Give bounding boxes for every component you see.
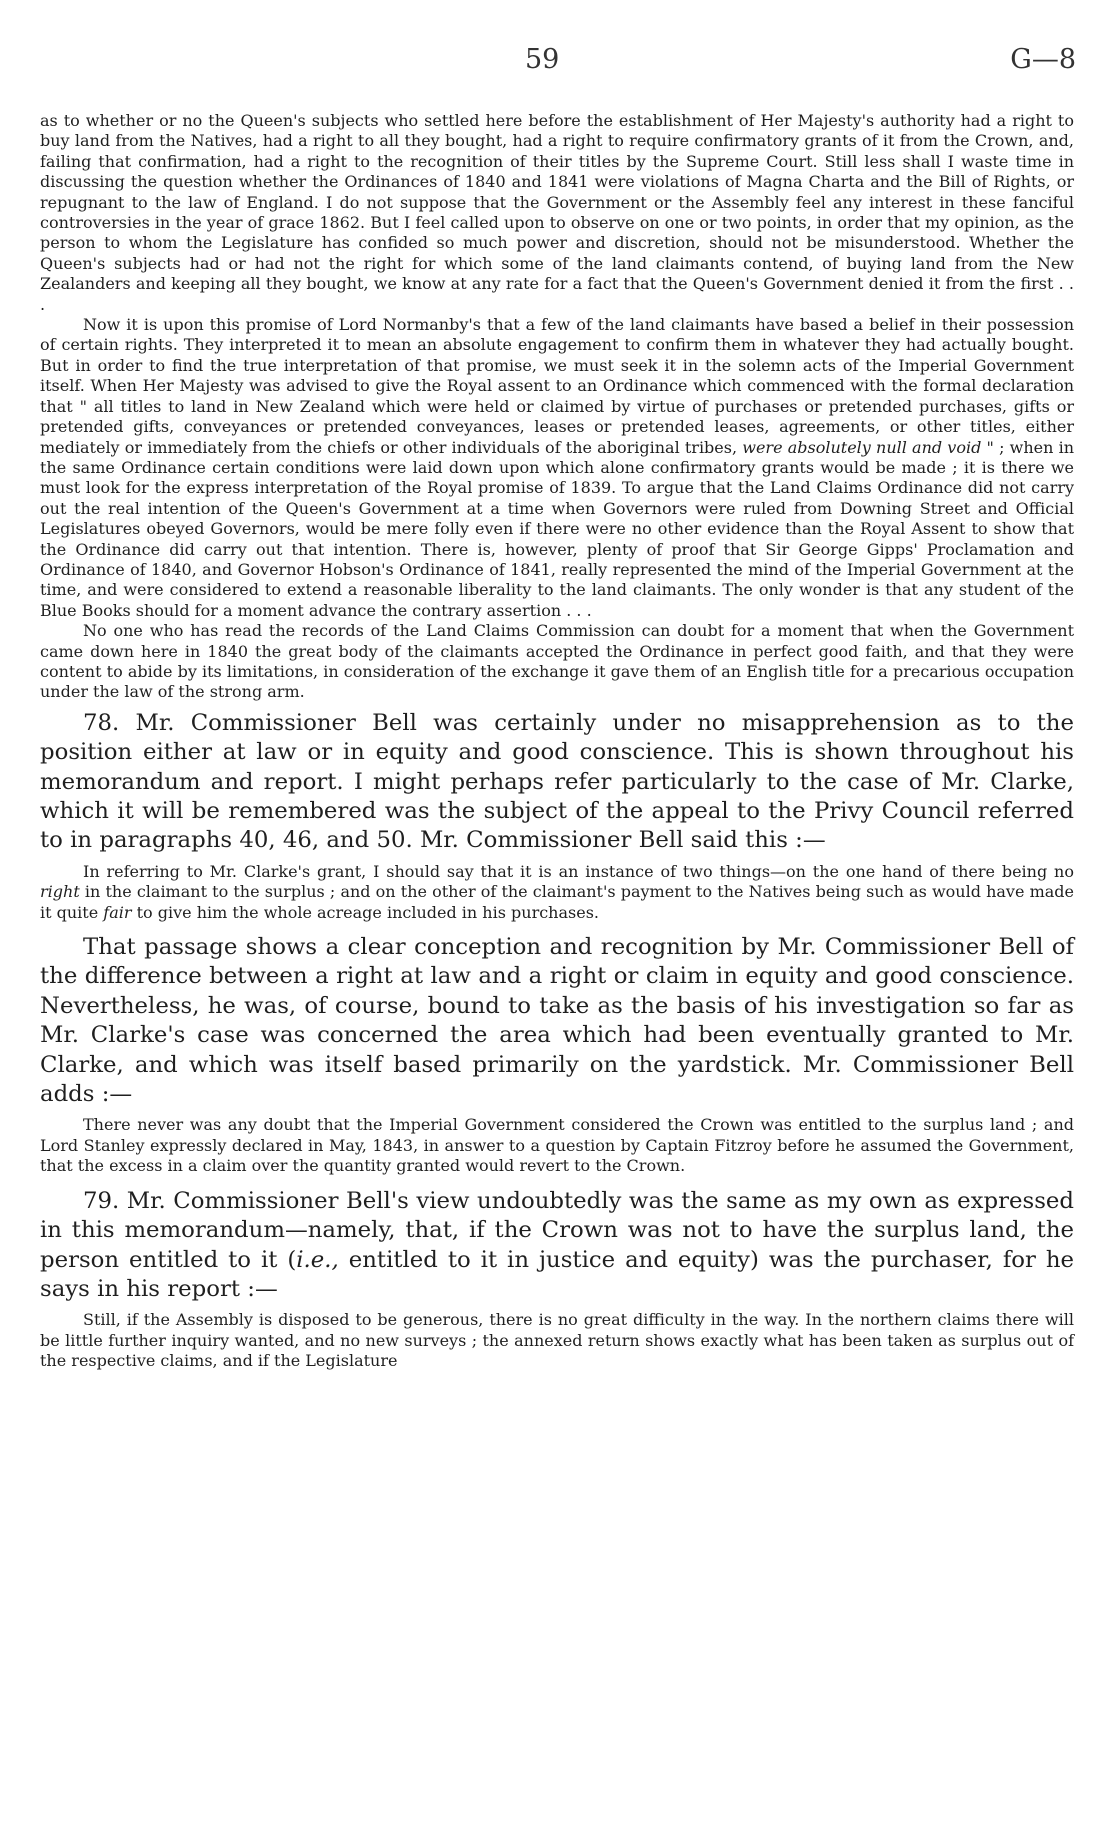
quote-text: in the claimant to the surplus ; and on the other of the claimant's payment to the Natives being such as would have made it quite (40, 882, 1075, 922)
paragraph-79 (40, 1187, 1074, 1305)
quoted-paragraph: as to whether or no the Queen's subjects who settled here before the establishment of Her Majesty's authority had a right to buy land from the Natives, had a right to all they bought, had a right to require confirmatory grants of it from the Crown, and, failing that confirmation, had a right to the recognition of their titles by the Supreme Court. Still less shall I waste time in discussing the question whether the Ordinances of 1840 and 1841 were violations of Magna Charta and the Bill of Rights, or repugnant to the law of England. I do not suppose that the Government or the Assembly feel any interest in these fanciful controversies in the year of grace 1862. But I feel called upon to observe on one or two points, in order that my opinion, as the person to whom the Legislature has confided so much power and discretion, should not be misunderstood. Whether the Queen's subjects had or had not the right for which some of the land claimants contend, of buying land from the New Zealanders and keeping all they bought, we know at any rate for a fact that the Queen's Government denied it from the first . . . (40, 111, 1074, 314)
quoted-paragraph: No one who has read the records of the Land Claims Commission can doubt for a moment that when the Government came down here in 1840 the great body of the claimants accepted the Ordinance in perfect good faith, and that they were content to abide by its limitations, in consideration of the exchange it gave them of an English title for a precarious occupation under the law of the strong arm. (40, 621, 1074, 702)
quote-text: to give him the whole acreage included in his purchases. (136, 902, 599, 922)
emphasis-text: right (40, 882, 80, 902)
page-number: 59 (525, 44, 560, 75)
document-reference: G—8 (1010, 44, 1076, 75)
quoted-paragraph: There never was any doubt that the Imperial Government considered the Crown was entitled to the surplus land ; and Lord Stanley expressly declared in May, 1843, in answer to a question by Captain Fitzroy before he assumed the Government, that the excess in a claim over the quantity granted would revert to the Crown. (40, 1115, 1074, 1176)
emphasis-text: i.e., (296, 1246, 339, 1273)
document-body (40, 111, 1074, 1372)
quote-text: Now it is upon this promise of Lord Normanby's that a few of the land claimants have based a belief in their possession of certain rights. They interpreted it to mean an absolute engagement to confirm them in whatever they had actually bought. But in order to find the true interpretation of that promise, we must seek it in the solemn acts of the Imperial Government itself. When Her Majesty was advised to give the Royal assent to an Ordinance which commenced with the formal declaration that " all titles to land in New Zealand which were held or claimed by virtue of purchases or pretended purchases, gifts or pretended gifts, conveyances or pretended conveyances, leases or pretended leases, agreements, or other titles, either mediately or immediately from the chiefs or other individuals of the aboriginal tribes, (40, 315, 1074, 457)
body-paragraph: That passage shows a clear conception and recognition by Mr. Commissioner Bell of the difference between a right at law and a right or claim in equity and good conscience. Nevertheless, he was, of course, bound to take as the basis of his investigation so far as Mr. Clarke's case was concerned the area which had been eventually granted to Mr. Clarke, and which was itself based primarily on the yardstick. Mr. Commissioner Bell adds :— (40, 934, 1074, 1108)
paragraph-78: 78. Mr. Commissioner Bell was certainly under no misapprehension as to the position either at law or in equity and good conscience. This is shown throughout his memorandum and report. I might perhaps refer particularly to the case of Mr. Clarke, which it will be remembered was the subject of the appeal to the Privy Council referred to in paragraphs 40, 46, and 50. Mr. Commissioner Bell said this :— (40, 709, 1074, 854)
emphasis-text: were absolutely null and void (742, 437, 982, 457)
quote-text: " ; when in the same Ordinance certain conditions were laid down upon which alone confirmatory grants would be made ; it is there we must look for the express interpretation of the Royal promise of 1839. To argue that the Land Claims Ordinance did not carry out the real intention of the Queen's Government at a time when Governors were ruled from Downing Street and Official Legislatures obeyed Governors, would be mere folly even if there were no other evidence than the Royal Assent to show that the Ordinance did carry out that intention. There is, however, plenty of proof that Sir George Gipps' Proclamation and Ordinance of 1840, and Governor Hobson's Ordinance of 1841, really represented the mind of the Imperial Government at the time, and were considered to extend a reasonable liberality to the land claimants. The only wonder is that any student of the Blue Books should for a moment advance the contrary assertion . . . (40, 437, 1075, 620)
quoted-paragraph: Still, if the Assembly is disposed to be generous, there is no great difficulty in the way. In the northern claims there will be little further inquiry wanted, and no new surveys ; the annexed return shows exactly what has been taken as surplus out of the respective claims, and if the Legislature (40, 1310, 1074, 1371)
emphasis-text: fair (103, 902, 132, 922)
quoted-paragraph (40, 862, 1074, 923)
quote-text: In referring to Mr. Clarke's grant, I should say that it is an instance of two things—on the one hand of there being no (83, 861, 1074, 881)
quoted-paragraph (40, 315, 1074, 621)
paragraph-text: entitled to it in justice and equity) was the purchaser, for he says in his report :— (40, 1246, 1074, 1302)
paragraph-text: 79. Mr. Commissioner Bell's view undoubtedly was the same as my own as expressed in this memorandum—namely, that, if the Crown was not to have the surplus land, the person entitled to it ( (40, 1187, 1074, 1273)
